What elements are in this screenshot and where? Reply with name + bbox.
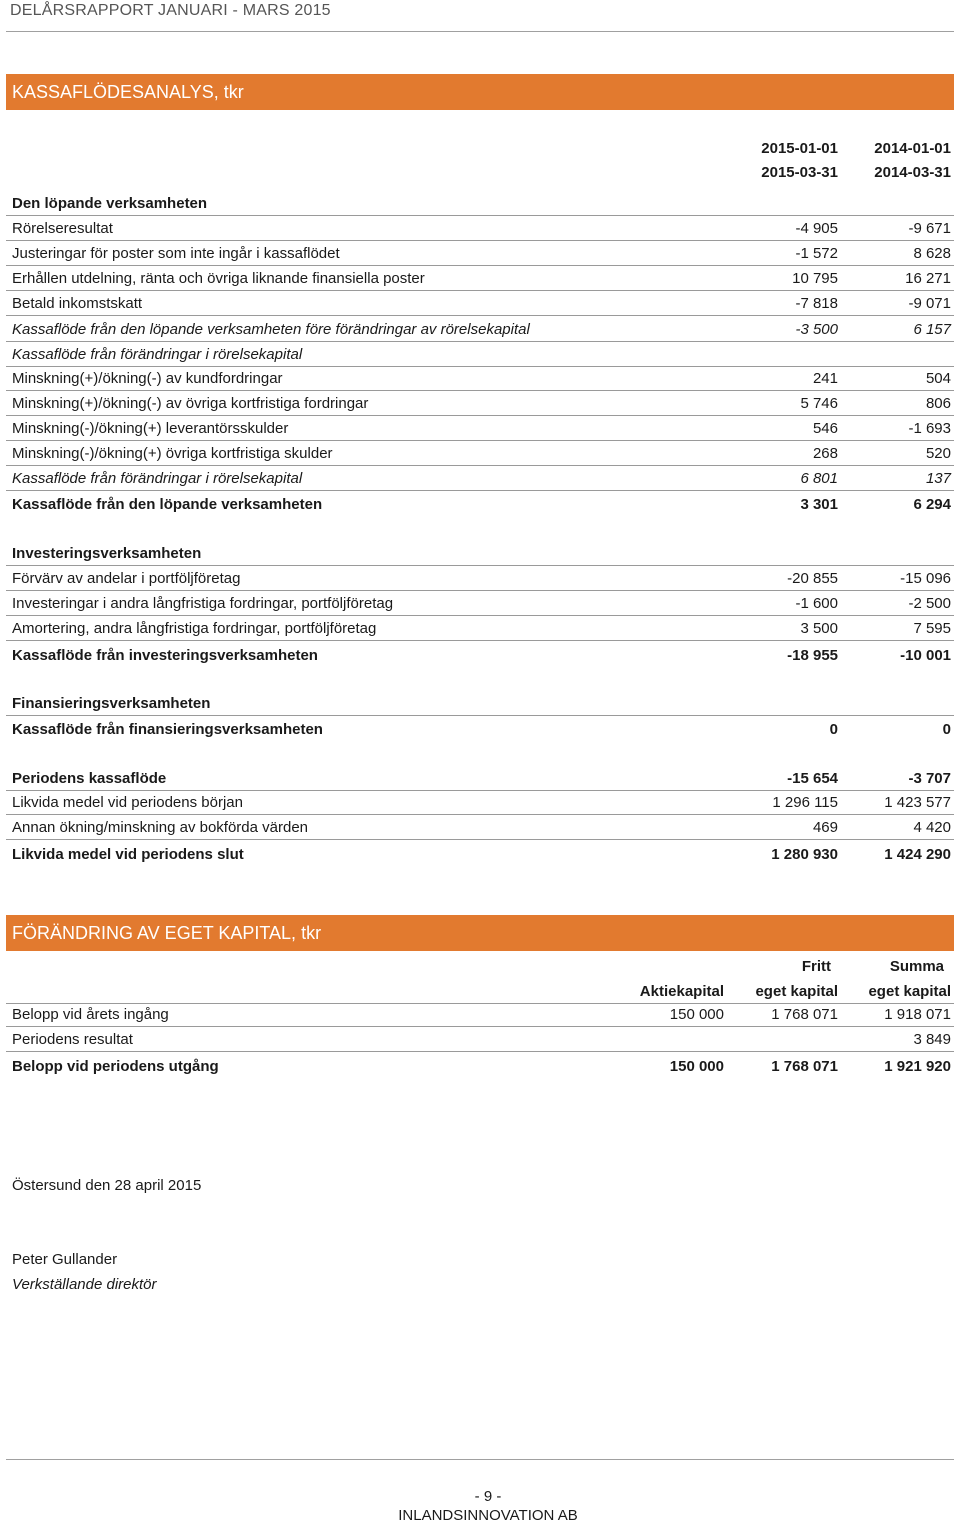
table-row: Rörelseresultat -4 905 -9 671 (6, 217, 954, 241)
report-header-title: DELÅRSRAPPORT JANUARI - MARS 2015 (10, 2, 331, 19)
col1-to: 2015-03-31 (761, 164, 838, 181)
page-number: - 9 - (474, 1488, 502, 1505)
financing-total-row: Kassaflöde från finansieringsverksamheten 0 0 (12, 721, 951, 738)
col1-from: 2015-01-01 (761, 140, 838, 157)
equity-title: FÖRÄNDRING AV EGET KAPITAL, tkr (12, 923, 322, 943)
table-row: Likvida medel vid periodens början 1 296 115 1 423 577 (6, 791, 954, 815)
equity-head-free: Fritt (801, 958, 831, 975)
table-row: Periodens resultat 3 849 (6, 1028, 954, 1052)
table-row: Justeringar för poster som inte ingår i kassaflödet -1 572 8 628 (6, 242, 954, 266)
table-row: Minskning(-)/ökning(+) leverantörsskulder 546 -1 693 (6, 417, 954, 441)
place-date: Östersund den 28 april 2015 (12, 1177, 202, 1194)
equity-column-head-bottom (6, 980, 954, 1004)
table-row: Investeringar i andra långfristiga fordringar, portföljföretag -1 600 -2 500 (6, 592, 954, 616)
col2-to: 2014-03-31 (874, 164, 951, 181)
equity-head-sum: Summa (889, 958, 944, 975)
table-row: Belopp vid årets ingång 150 000 1 768 071 1 918 071 (6, 1003, 954, 1027)
table-row: Minskning(+)/ökning(-) av kundfordringar 241 504 (6, 367, 954, 391)
period-cashflow-row: Periodens kassaflöde -15 654 -3 707 (6, 767, 954, 791)
table-subtotal-row: Kassaflöde från förändringar i rörelsekapital 6 801 137 (6, 467, 954, 491)
equity-head-free-equity: eget kapital (755, 983, 838, 1000)
section-heading-financing: Finansieringsverksamheten (6, 692, 954, 716)
footer-divider (6, 1459, 954, 1460)
equity-column-head-top (6, 954, 954, 978)
table-row: Betald inkomstskatt -7 818 -9 071 (6, 292, 954, 316)
signatory-role: Verkställande direktör (12, 1276, 157, 1293)
equity-head-share-capital: Aktiekapital (639, 983, 724, 1000)
equity-title-band (6, 915, 954, 951)
table-row: Minskning(+)/ökning(-) av övriga kortfristiga fordringar 5 746 806 (6, 392, 954, 416)
cashflow-title: KASSAFLÖDESANALYS, tkr (12, 82, 244, 102)
cashflow-column-head-from (6, 136, 954, 160)
section-heading-operating: Den löpande verksamheten (6, 192, 954, 216)
investing-total-row: Kassaflöde från investeringsverksamheten -18 955 -10 001 (12, 647, 951, 664)
table-row: Minskning(-)/ökning(+) övriga kortfristiga skulder 268 520 (6, 442, 954, 466)
cashflow-title-band (6, 74, 954, 110)
header-divider (6, 31, 954, 32)
table-subtotal-row: Kassaflöde från den löpande verksamheten före förändringar av rörelsekapital -3 500 6 157 (6, 318, 954, 342)
section-heading-working-capital: Kassaflöde från förändringar i rörelsekapital (6, 343, 954, 367)
col2-from: 2014-01-01 (874, 140, 951, 157)
table-row: Förvärv av andelar i portföljföretag -20 855 -15 096 (6, 567, 954, 591)
footer-company: INLANDSINNOVATION AB (398, 1507, 578, 1524)
operating-total-row: Kassaflöde från den löpande verksamheten 3 301 6 294 (12, 496, 951, 513)
section-heading-investing: Investeringsverksamheten (6, 542, 954, 566)
signatory-name: Peter Gullander (12, 1251, 118, 1268)
table-row: Erhållen utdelning, ränta och övriga liknande finansiella poster 10 795 16 271 (6, 267, 954, 291)
table-row: Amortering, andra långfristiga fordringar, portföljföretag 3 500 7 595 (6, 617, 954, 641)
equity-closing-row: Belopp vid periodens utgång 150 000 1 768 071 1 921 920 (12, 1058, 951, 1075)
cashflow-column-head-to (6, 160, 954, 184)
equity-head-total-equity: eget kapital (868, 983, 951, 1000)
closing-cash-row: Likvida medel vid periodens slut 1 280 930 1 424 290 (12, 846, 951, 863)
table-row: Annan ökning/minskning av bokförda värden 469 4 420 (6, 816, 954, 840)
